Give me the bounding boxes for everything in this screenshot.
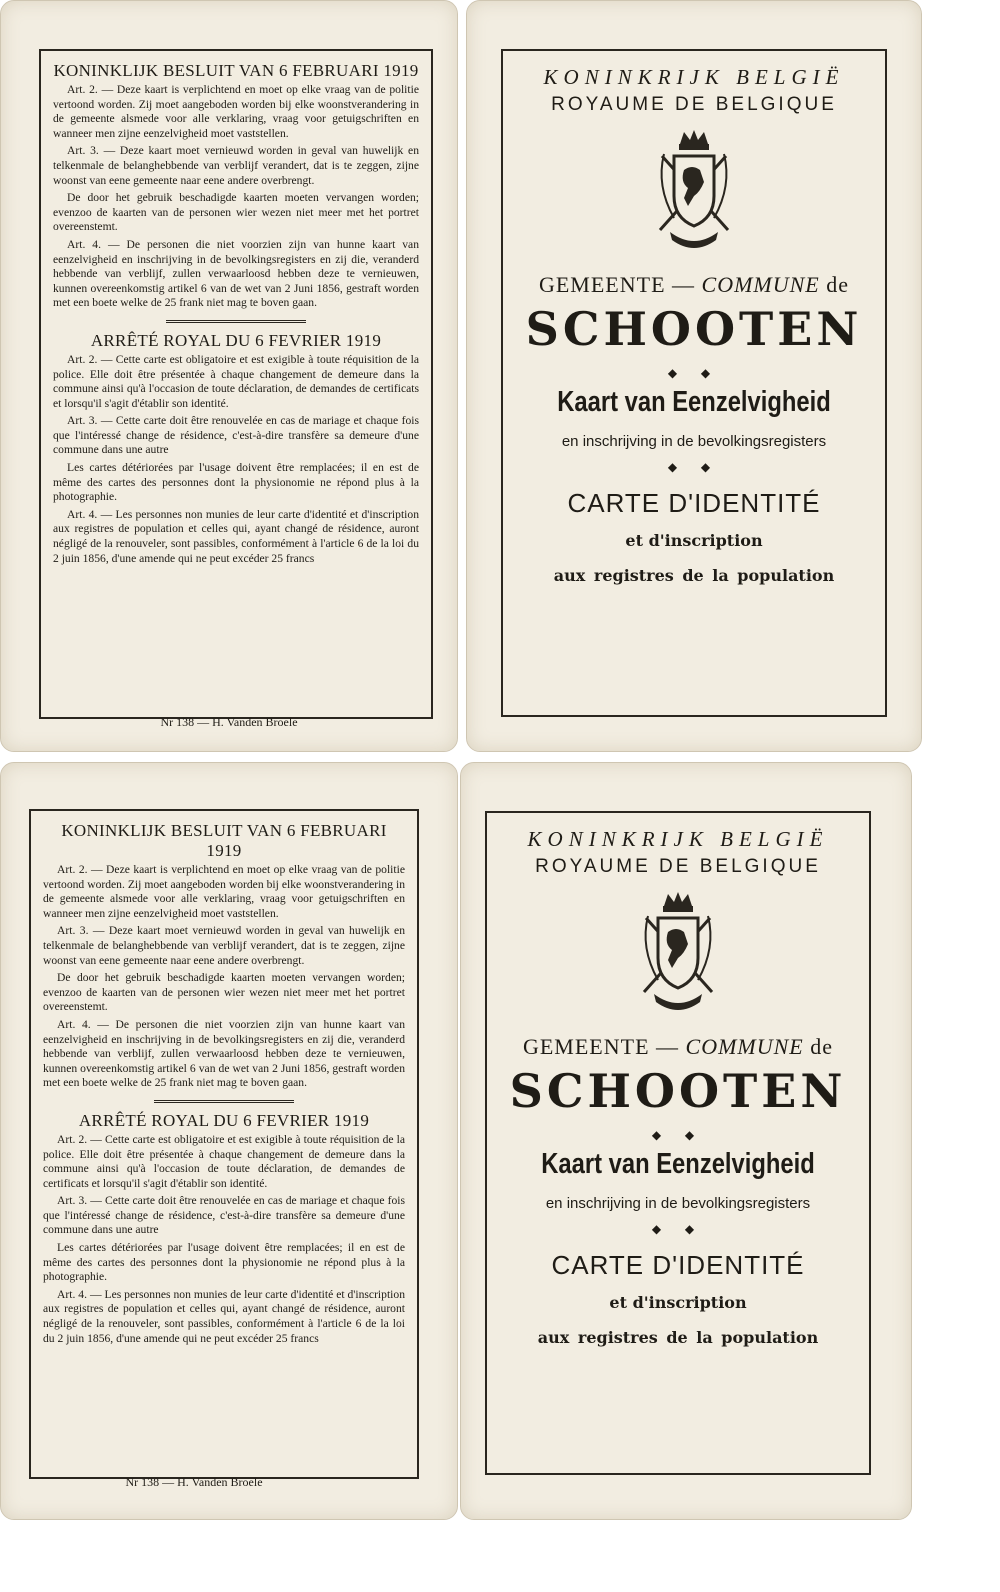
article-3-nl: Art. 3. — Deze kaart moet vernieuwd worden in geval van huwelijk en telkenmale de belanghebbende van verblijf verandert, dat is te zeggen, zijne woonst van eene gemeente naar eene andere overbrengt.	[43, 924, 405, 967]
commune-line	[503, 272, 885, 298]
divider	[154, 1100, 294, 1103]
text-frame	[29, 809, 419, 1479]
commune-fr: COMMUNE	[701, 272, 820, 297]
belgian-coat-of-arms-icon	[644, 126, 744, 256]
card-front-bottom	[460, 762, 912, 1520]
commune-nl: GEMEENTE	[538, 272, 666, 297]
article-4-nl: Art. 4. — De personen die niet voorzien zijn van hunne kaart van eenzelvigheid en inschrijving in de bevolkingsregisters en zij die, veranderd hebbende van verblijf, zullen verwaarloosd hebben deze te vernieuwen, kunnen overeenkomstig artikel 6 van de wet van 2 Juni 1856, gestraft worden met een boete welke de 25 frank niet mag te boven gaan.	[43, 1017, 405, 1090]
subtitle-fr-1: et d'inscription	[609, 1293, 747, 1312]
subtitle-nl: en inschrijving in de bevolkingsregisters	[561, 433, 827, 450]
town-name: SCHOOTEN	[509, 1064, 847, 1118]
article-4-fr: Art. 4. — Les personnes non munies de leur carte d'identité et d'inscription aux registres de population et celles qui, ayant changé de résidence, auront négligé de la renouveler, sont passibles, conformément à l'article 6 de la loi du 2 juin 1856, d'une amende qui ne peut excéder 25 francs	[53, 507, 419, 565]
decree-title-nl: KONINKLIJK BESLUIT VAN 6 FEBRUARI 1919	[53, 61, 419, 80]
decree-title-nl: KONINKLIJK BESLUIT VAN 6 FEBRUARI 1919	[61, 821, 387, 860]
article-2-nl: Art. 2. — Deze kaart is verplichtend en moet op elke vraag van de politie vertoond worden. Zij moet aangeboden worden bij elke woonstverandering in de gemeente alsmede voor alle verklaring, vraag voor getuigschriften en wanneer men zijne eenzelvigheid moet vaststellen.	[43, 863, 405, 920]
subtitle-fr-2: aux registres de la population	[537, 1328, 819, 1347]
decree-title-fr: ARRÊTÉ ROYAL DU 6 FEVRIER 1919	[78, 1110, 370, 1130]
commune-dash: —	[672, 272, 696, 297]
card-front-top	[466, 0, 922, 752]
commune-de: de	[826, 272, 849, 297]
cover-frame	[485, 811, 871, 1475]
commune-dash: —	[656, 1034, 680, 1059]
town-name: SCHOOTEN	[525, 302, 863, 356]
damaged-cards-nl: De door het gebruik beschadigde kaarten moeten vervangen worden; evenzoo de kaarten van de personen wier wezen niet meer met het portret overeenstemt.	[43, 971, 405, 1014]
commune-fr: COMMUNE	[685, 1034, 804, 1059]
diamond-ornament-small: ◆ ◆	[651, 1222, 705, 1236]
title-fr: CARTE D'IDENTITÉ	[567, 488, 821, 518]
text-frame	[39, 49, 433, 719]
damaged-cards-nl: De door het gebruik beschadigde kaarten moeten vervangen worden; evenzoo de kaarten van de personen wier wezen niet meer met het portret overeenstemt.	[53, 191, 419, 234]
card-back-top	[0, 0, 458, 752]
subtitle-nl: en inschrijving in de bevolkingsregisters	[545, 1195, 811, 1212]
article-3-fr: Art. 3. — Cette carte doit être renouvelée en cas de mariage et chaque fois que l'intéressé change de résidence, c'est-à-dire transfère sa demeure d'une commune dans une autre	[43, 1194, 405, 1237]
article-2-fr: Art. 2. — Cette carte est obligatoire et est exigible à toute réquisition de la police. Elle doit être présentée à chaque changement de demeure dans la commune ainsi qu'à l'occasion de toute déclaration, de demandes de certificats et lorsqu'il s'agit d'établir son identité.	[53, 352, 419, 410]
belgian-coat-of-arms-icon	[628, 888, 728, 1018]
card-back-bottom	[0, 762, 458, 1520]
commune-nl: GEMEENTE	[522, 1034, 650, 1059]
diamond-ornament-small: ◆ ◆	[667, 460, 721, 474]
cover-frame	[501, 49, 887, 717]
kingdom-nl: KONINKRIJK BELGIË	[543, 65, 845, 89]
title-fr: CARTE D'IDENTITÉ	[551, 1250, 805, 1280]
diamond-ornament: ◆ ◆	[651, 1128, 705, 1142]
article-4-fr: Art. 4. — Les personnes non munies de leur carte d'identité et d'inscription aux registres de population et celles qui, ayant changé de résidence, auront négligé de la renouveler, sont passibles, conformément à l'article 6 de la loi du 2 juin 1856, d'une amende qui ne peut excéder 25 francs	[43, 1287, 405, 1345]
article-3-fr: Art. 3. — Cette carte doit être renouvelée en cas de mariage et chaque fois que l'intéressé change de résidence, c'est-à-dire transfère sa demeure d'une commune dans une autre	[53, 414, 419, 457]
commune-de: de	[810, 1034, 833, 1059]
decree-title-fr: ARRÊTÉ ROYAL DU 6 FEVRIER 1919	[90, 330, 382, 350]
damaged-cards-fr: Les cartes détériorées par l'usage doivent être remplacées; il en est de même des cartes des personnes dont la physionomie ne répond plus à la photographie.	[43, 1241, 405, 1284]
article-2-nl: Art. 2. — Deze kaart is verplichtend en moet op elke vraag van de politie vertoond worden. Zij moet aangeboden worden bij elke woonstverandering in de gemeente alsmede voor alle verklaring, vraag voor getuigschriften en wanneer men zijne eenzelvigheid moet vaststellen.	[53, 83, 419, 140]
kingdom-fr: ROYAUME DE BELGIQUE	[551, 94, 837, 115]
article-4-nl: Art. 4. — De personen die niet voorzien zijn van hunne kaart van eenzelvigheid en inschrijving in de bevolkingsregisters en zij die, veranderd hebbende van verblijf, zullen verwaarloosd hebben deze te vernieuwen, kunnen overeenkomstig artikel 6 van de wet van 2 Juni 1856, gestraft worden met een boete welke de 25 frank niet mag te boven gaan.	[53, 237, 419, 310]
title-nl: Kaart van Eenzelvigheid	[557, 386, 831, 418]
article-2-fr: Art. 2. — Cette carte est obligatoire et est exigible à toute réquisition de la police. Elle doit être présentée à chaque changement de demeure dans la commune ainsi qu'à l'occasion de toute déclaration, de demandes de certificats et lorsqu'il s'agit d'établir son identité.	[43, 1132, 405, 1190]
damaged-cards-fr: Les cartes détériorées par l'usage doivent être remplacées; il en est de même des cartes des personnes dont la physionomie ne répond plus à la photographie.	[53, 461, 419, 504]
divider	[166, 320, 306, 323]
title-nl: Kaart van Eenzelvigheid	[541, 1148, 815, 1180]
kingdom-fr: ROYAUME DE BELGIQUE	[535, 856, 821, 877]
printer-line: Nr 138 — H. Vanden Broele	[125, 1475, 263, 1489]
diamond-ornament: ◆ ◆	[667, 366, 721, 380]
commune-line	[487, 1034, 869, 1060]
kingdom-nl: KONINKRIJK BELGIË	[527, 827, 829, 851]
subtitle-fr-2: aux registres de la population	[553, 566, 835, 585]
subtitle-fr-1: et d'inscription	[625, 531, 763, 550]
printer-line: Nr 138 — H. Vanden Broele	[160, 715, 298, 729]
article-3-nl: Art. 3. — Deze kaart moet vernieuwd worden in geval van huwelijk en telkenmale de belanghebbende van verblijf verandert, dat is te zeggen, zijne woonst van eene gemeente naar eene andere overbrengt.	[53, 144, 419, 187]
